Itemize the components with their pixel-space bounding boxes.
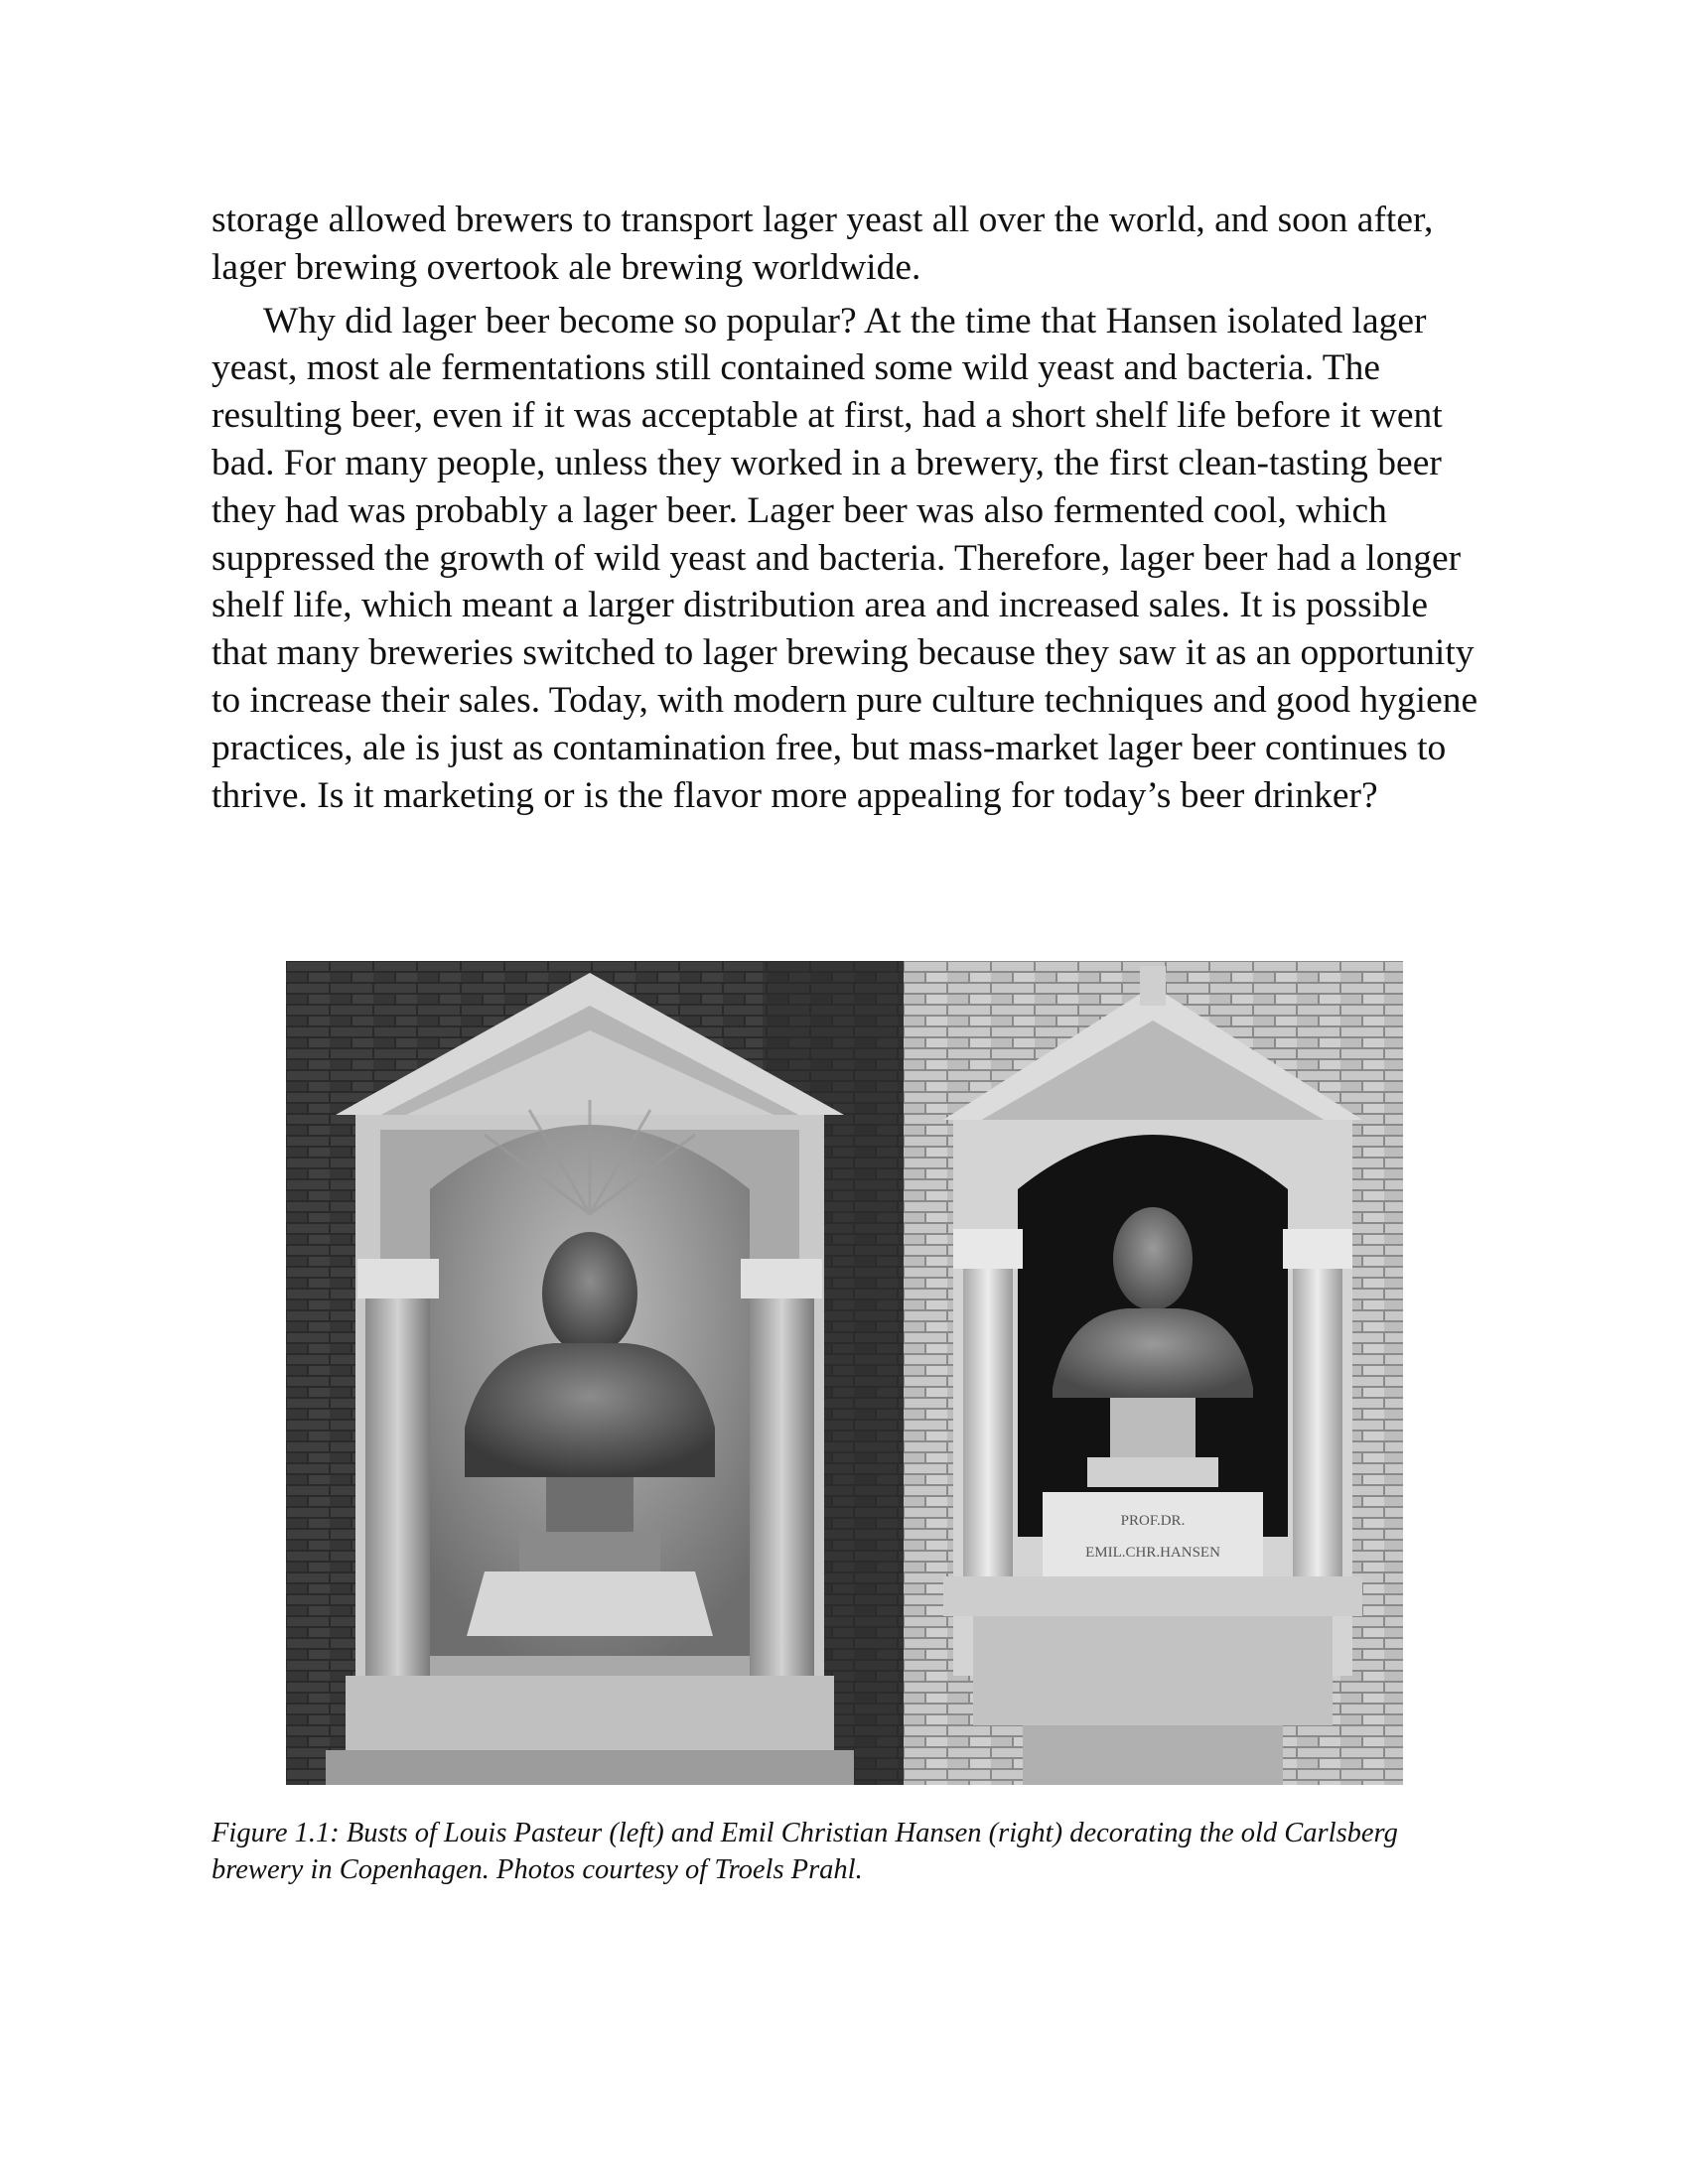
- plaque-line-2: EMIL.CHR.HANSEN: [1085, 1545, 1220, 1561]
- plaque-line-1: PROF.DR.: [1120, 1513, 1186, 1529]
- hansen-bust-photo: [904, 961, 1403, 1785]
- body-text: [211, 197, 1492, 825]
- pasteur-bust-photo: [286, 961, 904, 1785]
- figure-busts-photo: [286, 961, 1403, 1785]
- paragraph-1: storage allowed brewers to transport lager yeast all over the world, and soon after, lager brewing overtook ale brewing worldwide.: [211, 200, 1434, 288]
- figure-caption: Figure 1.1: Busts of Louis Pasteur (left) and Emil Christian Hansen (right) decorating the old Carlsberg brewery in Copenhagen. Photos courtesy of Troels Prahl.: [211, 1818, 1398, 1885]
- paragraph-2: Why did lager beer become so popular? At the time that Hansen isolated lager yeast, most ale fermentations still contained some wild yeast and bacteria. The resulting beer, even if it was acceptable at first, had a short shelf life before it went bad. For many people, unless they worked in a brewery, the first clean-tasting beer they had was probably a lager beer. Lager beer was also fermented cool, which suppressed the growth of wild yeast and bacteria. Therefore, lager beer had a longer shelf life, which meant a larger distribution area and increased sales. It is possible that many breweries switched to lager brewing because they saw it as an opportunity to increase their sales. Today, with modern pure culture techniques and good hygiene practices, ale is just as contamination free, but mass-market lager beer continues to thrive. Is it marketing or is the flavor more appealing for today’s beer drinker?: [211, 300, 1478, 816]
